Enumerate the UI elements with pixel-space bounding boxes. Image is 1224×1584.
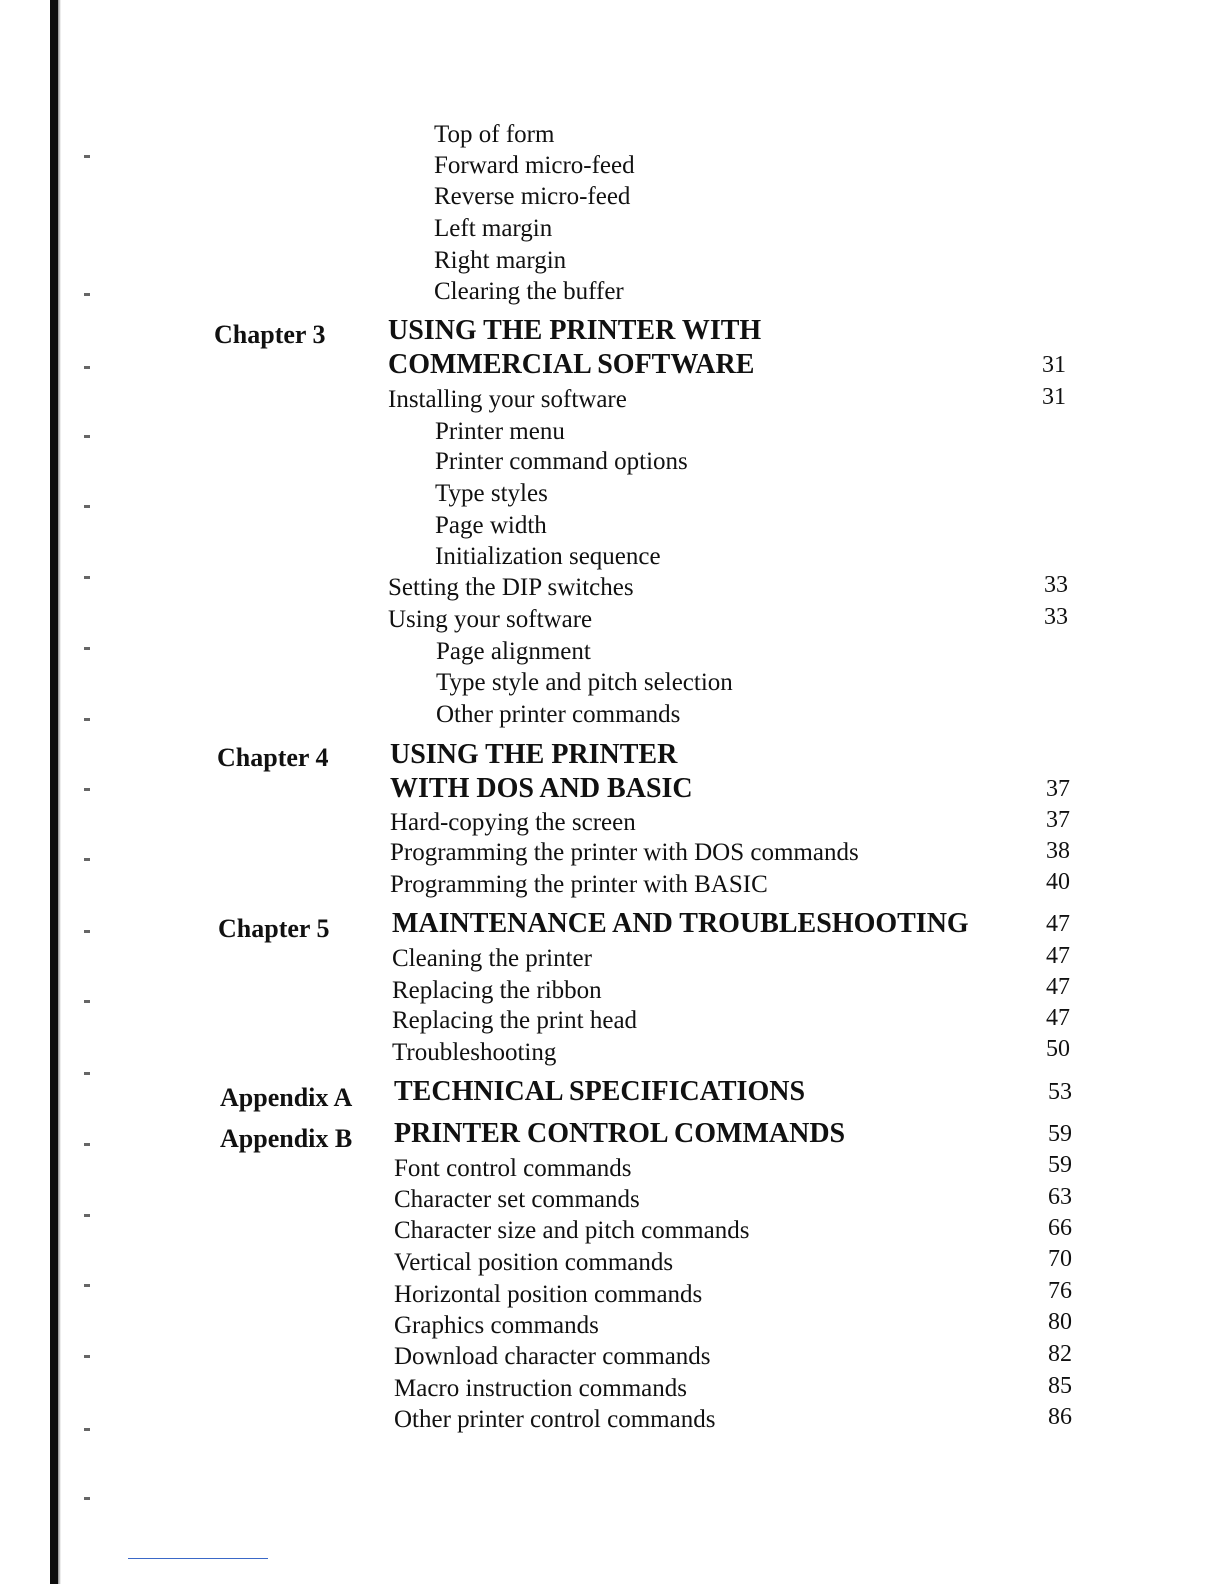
margin-mark [84, 155, 90, 158]
margin-mark [84, 366, 90, 369]
margin-mark [84, 788, 90, 791]
appendix-title: PRINTER CONTROL COMMANDS [394, 1118, 846, 1149]
page-number: 47 [1046, 911, 1070, 937]
toc-entry: Setting the DIP switches [388, 574, 634, 601]
page-number: 80 [1048, 1309, 1072, 1335]
chapter-title: MAINTENANCE AND TROUBLESHOOTING [392, 908, 969, 939]
appendix-label: Appendix B [220, 1124, 353, 1153]
toc-subentry: Initialization sequence [435, 543, 661, 570]
toc-entry: Replacing the ribbon [392, 977, 602, 1004]
toc-entry: Character size and pitch commands [394, 1217, 750, 1244]
page-number: 47 [1046, 974, 1070, 1000]
toc-subentry: Page width [435, 512, 547, 539]
page-number: 37 [1046, 776, 1070, 802]
binding-edge [50, 0, 58, 1584]
margin-mark [84, 293, 90, 296]
toc-subentry: Left margin [434, 215, 553, 242]
page-number: 37 [1046, 807, 1070, 833]
toc-subentry: Top of form [434, 121, 555, 148]
margin-mark [84, 1072, 90, 1075]
toc-subentry: Other printer commands [436, 701, 681, 728]
margin-mark [84, 718, 90, 721]
page-number: 63 [1048, 1184, 1072, 1210]
margin-mark [84, 1497, 90, 1500]
margin-mark [84, 505, 90, 508]
chapter-title: COMMERCIAL SOFTWARE [388, 349, 755, 380]
toc-entry: Vertical position commands [394, 1249, 674, 1276]
margin-mark [84, 1355, 90, 1358]
chapter-label: Chapter 4 [217, 743, 329, 772]
margin-mark [84, 647, 90, 650]
page-number: 47 [1046, 943, 1070, 969]
toc-entry: Horizontal position commands [394, 1281, 703, 1308]
chapter-title: WITH DOS AND BASIC [390, 773, 693, 804]
chapter-label: Chapter 3 [214, 320, 326, 349]
page-number: 59 [1048, 1121, 1072, 1147]
toc-subentry: Page alignment [436, 638, 591, 665]
toc-entry: Download character commands [394, 1343, 711, 1370]
footer-rule [128, 1558, 268, 1559]
page-number: 85 [1048, 1373, 1072, 1399]
toc-entry: Programming the printer with DOS commands [390, 839, 859, 866]
page-number: 33 [1044, 604, 1068, 630]
page-number: 40 [1046, 869, 1070, 895]
margin-mark [84, 1284, 90, 1287]
page-number: 76 [1048, 1278, 1072, 1304]
toc-entry: Other printer control commands [394, 1406, 716, 1433]
toc-entry: Programming the printer with BASIC [390, 871, 768, 898]
toc-entry: Using your software [388, 606, 593, 633]
margin-mark [84, 858, 90, 861]
toc-entry: Macro instruction commands [394, 1375, 687, 1402]
toc-entry: Font control commands [394, 1155, 632, 1182]
toc-entry: Replacing the print head [392, 1007, 638, 1034]
margin-mark [84, 576, 90, 579]
toc-subentry: Right margin [434, 247, 567, 274]
toc-entry: Cleaning the printer [392, 945, 592, 972]
page-number: 33 [1044, 572, 1068, 598]
toc-entry: Hard-copying the screen [390, 809, 636, 836]
page-number: 86 [1048, 1404, 1072, 1430]
margin-mark [84, 1000, 90, 1003]
toc-entry: Installing your software [388, 386, 627, 413]
appendix-label: Appendix A [220, 1083, 353, 1112]
toc-entry: Troubleshooting [392, 1039, 557, 1066]
toc-entry: Graphics commands [394, 1312, 599, 1339]
page-number: 53 [1048, 1079, 1072, 1105]
page-number: 59 [1048, 1152, 1072, 1178]
appendix-title: TECHNICAL SPECIFICATIONS [394, 1076, 806, 1107]
toc-subentry: Printer menu [435, 418, 565, 445]
page-number: 70 [1048, 1246, 1072, 1272]
margin-mark [84, 1214, 90, 1217]
page-number: 38 [1046, 838, 1070, 864]
page-number: 82 [1048, 1341, 1072, 1367]
chapter-title: USING THE PRINTER WITH [388, 315, 762, 346]
margin-mark [84, 435, 90, 438]
toc-subentry: Printer command options [435, 448, 688, 475]
chapter-label: Chapter 5 [218, 914, 330, 943]
page-number: 66 [1048, 1215, 1072, 1241]
toc-subentry: Reverse micro-feed [434, 183, 631, 210]
margin-mark [84, 1143, 90, 1146]
page-number: 50 [1046, 1036, 1070, 1062]
toc-subentry: Type style and pitch selection [436, 669, 733, 696]
margin-mark [84, 930, 90, 933]
page-number: 31 [1042, 352, 1066, 378]
binding-shadow [58, 0, 61, 1584]
margin-mark [84, 1428, 90, 1431]
toc-subentry: Clearing the buffer [434, 278, 624, 305]
page-number: 31 [1042, 384, 1066, 410]
toc-subentry: Forward micro-feed [434, 152, 635, 179]
chapter-title: USING THE PRINTER [390, 739, 678, 770]
page-number: 47 [1046, 1005, 1070, 1031]
toc-subentry: Type styles [435, 480, 548, 507]
toc-entry: Character set commands [394, 1186, 640, 1213]
